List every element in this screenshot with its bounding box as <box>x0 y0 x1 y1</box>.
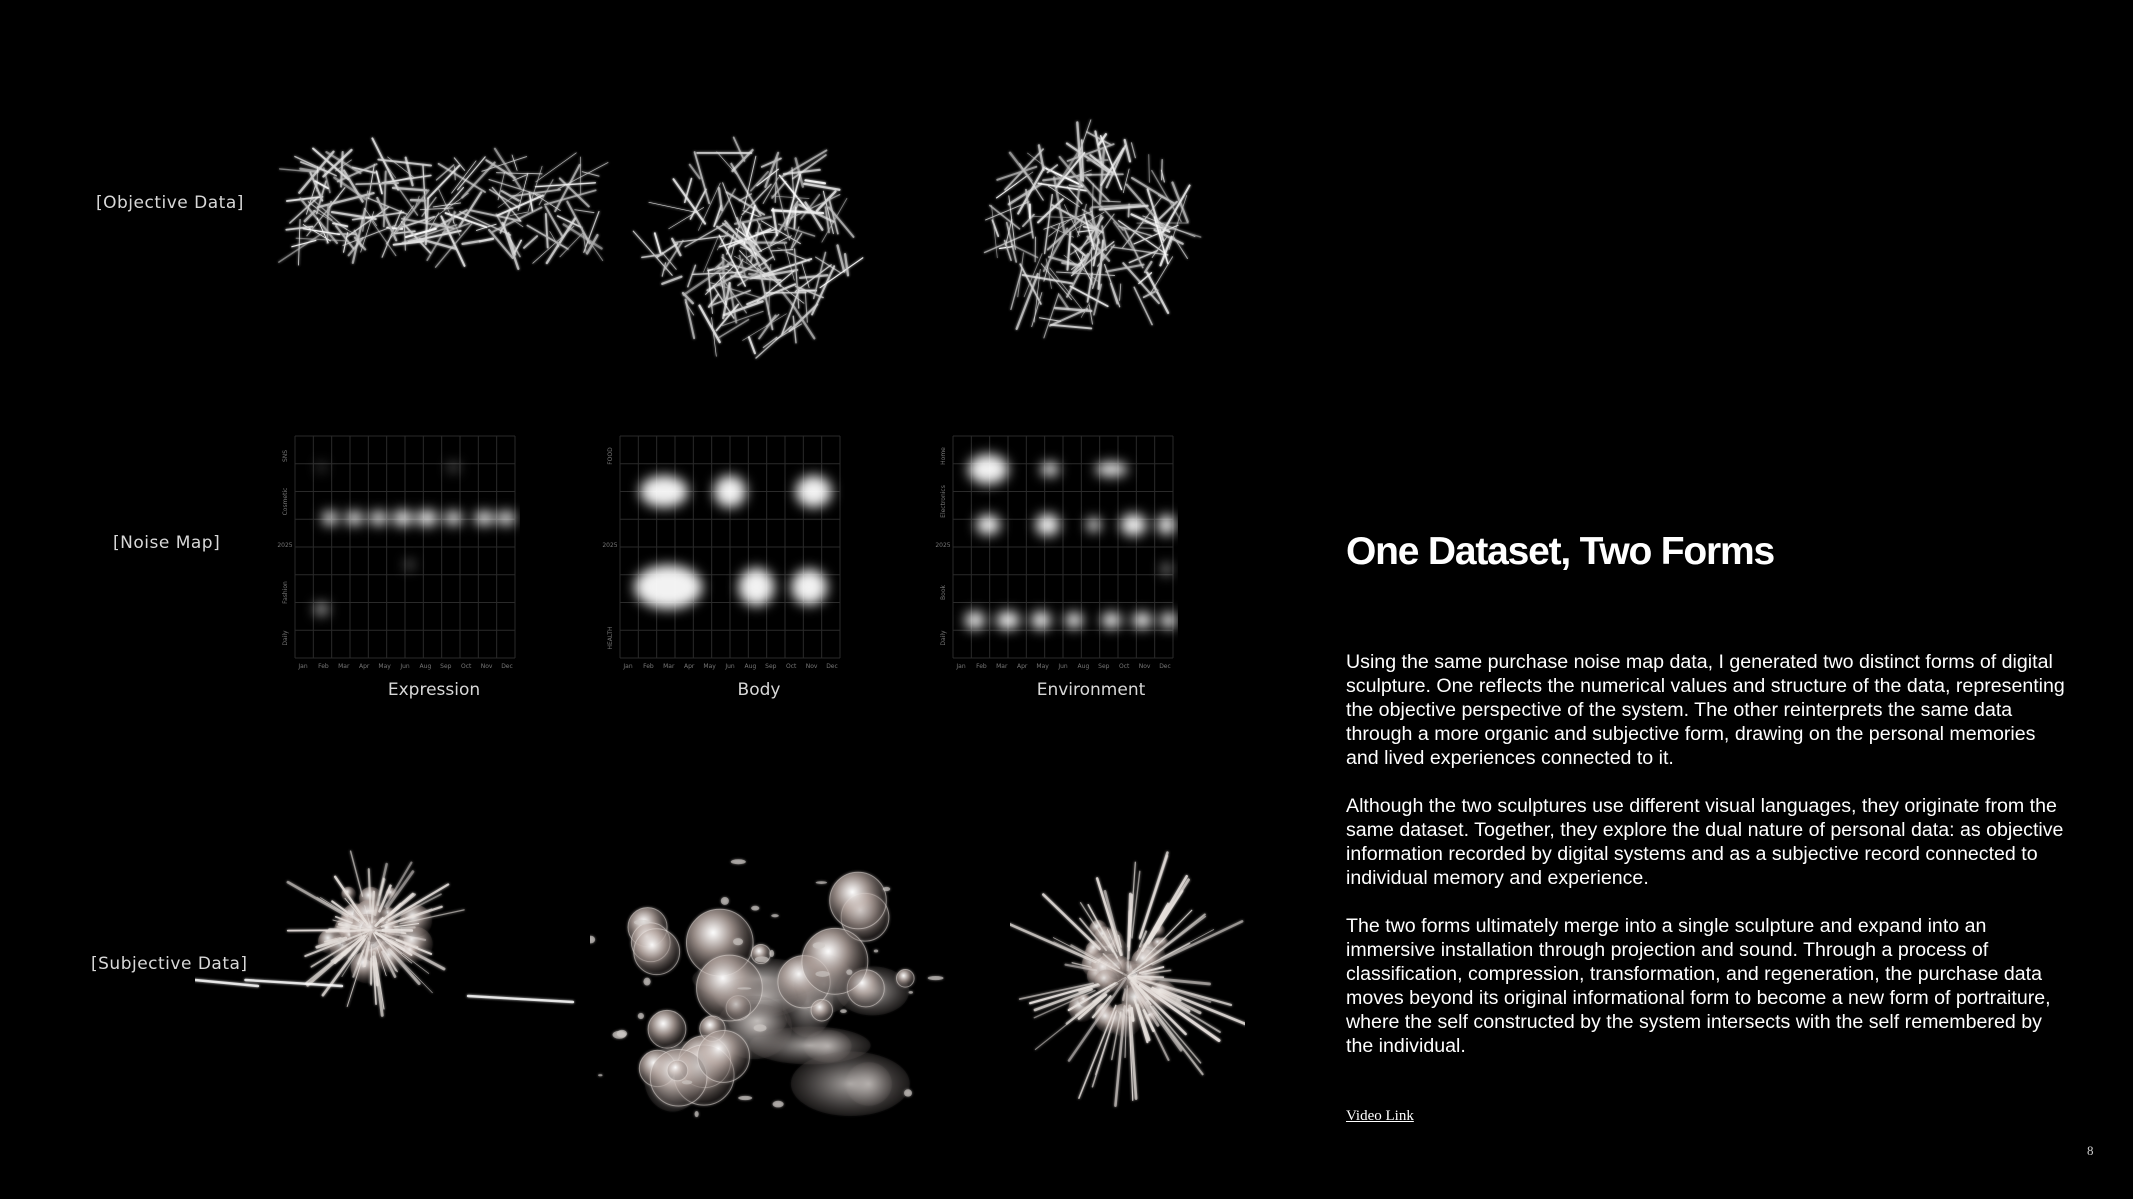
noise-map-caption-body: Body <box>737 680 781 700</box>
month-tick: Sep <box>765 663 777 670</box>
y-axis-label: Home <box>940 447 947 465</box>
objective-sculpture-body <box>630 125 870 370</box>
month-tick: Jan <box>298 663 308 670</box>
y-axis-label: Cosmetic <box>282 487 289 516</box>
y-axis-label: Book <box>940 585 947 600</box>
objective-sculpture-expression <box>240 120 620 290</box>
month-tick: May <box>703 663 716 670</box>
row-label-subjective: [Subjective Data] <box>91 954 248 974</box>
month-tick: Nov <box>480 663 493 670</box>
month-tick: Oct <box>786 663 797 670</box>
month-tick: Dec <box>826 663 838 670</box>
month-tick: Jan <box>623 663 633 670</box>
subjective-sculpture-expression <box>195 840 615 1040</box>
page-title: One Dataset, Two Forms <box>1346 530 1774 573</box>
paragraph-2: Although the two sculptures use different visual languages, they originate from the same dataset. Together, they explore the dual nature of personal data: as objective information recorded by digital systems and as a subjective record connected to individual memory and experience. <box>1346 795 2064 889</box>
subjective-sculpture-body <box>590 855 970 1120</box>
month-tick: Sep <box>440 663 452 670</box>
y-axis-label: HEALTH <box>607 626 614 650</box>
y-axis-label: 2025 <box>277 542 293 549</box>
row-label-noise-map: [Noise Map] <box>113 533 221 553</box>
month-tick: Jun <box>1058 663 1068 670</box>
month-tick: Jan <box>956 663 966 670</box>
y-axis-label: Daily <box>282 630 289 646</box>
y-axis-label: Fashion <box>282 581 289 604</box>
month-tick: Apr <box>684 663 695 670</box>
month-tick: Nov <box>805 663 818 670</box>
month-tick: Dec <box>1159 663 1171 670</box>
month-tick: Aug <box>1077 663 1090 670</box>
month-tick: Aug <box>744 663 757 670</box>
month-tick: Oct <box>461 663 472 670</box>
y-axis-label: SNS <box>282 449 289 463</box>
month-tick: Nov <box>1138 663 1151 670</box>
month-tick: Oct <box>1119 663 1130 670</box>
month-tick: Jun <box>400 663 410 670</box>
y-axis-label: Electronics <box>940 485 947 518</box>
month-tick: Feb <box>318 663 329 670</box>
noise-map-caption-expression: Expression <box>387 680 481 700</box>
month-tick: Mar <box>663 663 675 670</box>
month-tick: Aug <box>419 663 432 670</box>
y-axis-label: Daily <box>940 630 947 646</box>
objective-sculpture-environment <box>975 105 1205 360</box>
month-tick: Mar <box>996 663 1008 670</box>
video-link[interactable]: Video Link <box>1346 1108 1414 1124</box>
y-axis-label: FOOD <box>607 447 614 465</box>
y-axis-label: 2025 <box>935 542 951 549</box>
y-axis-label: 2025 <box>602 542 618 549</box>
page-number: 8 <box>2087 1143 2094 1158</box>
month-tick: Dec <box>501 663 513 670</box>
month-tick: Jun <box>725 663 735 670</box>
noise-map-expression <box>277 432 515 670</box>
month-tick: Sep <box>1098 663 1110 670</box>
month-tick: Feb <box>976 663 987 670</box>
month-tick: Apr <box>359 663 370 670</box>
month-tick: Apr <box>1017 663 1028 670</box>
paragraph-3: The two forms ultimately merge into a single sculpture and expand into an immersive installation through projection and sound. Through a process of classification, compression, transformation, and regeneration, the purchase data moves beyond its original informational form to become a new form of portraiture, where the self constructed by the system intersects with the self remembered by the individual. <box>1346 915 2051 1057</box>
subjective-sculpture-environment <box>1010 800 1245 1120</box>
noise-map-caption-environment: Environment <box>1036 680 1146 700</box>
month-tick: Feb <box>643 663 654 670</box>
paragraph-1: Using the same purchase noise map data, I generated two distinct forms of digital sculpture. One reflects the numerical values and structure of the data, representing the objective perspective of the system. The other reinterprets the same data through a more organic and subjective form, drawing on the personal memories and lived experiences connected to it. <box>1346 651 2065 769</box>
noise-map-body <box>602 432 840 670</box>
noise-map-environment <box>935 432 1173 670</box>
month-tick: May <box>378 663 391 670</box>
row-label-objective: [Objective Data] <box>96 193 244 213</box>
month-tick: Mar <box>338 663 350 670</box>
month-tick: May <box>1036 663 1049 670</box>
